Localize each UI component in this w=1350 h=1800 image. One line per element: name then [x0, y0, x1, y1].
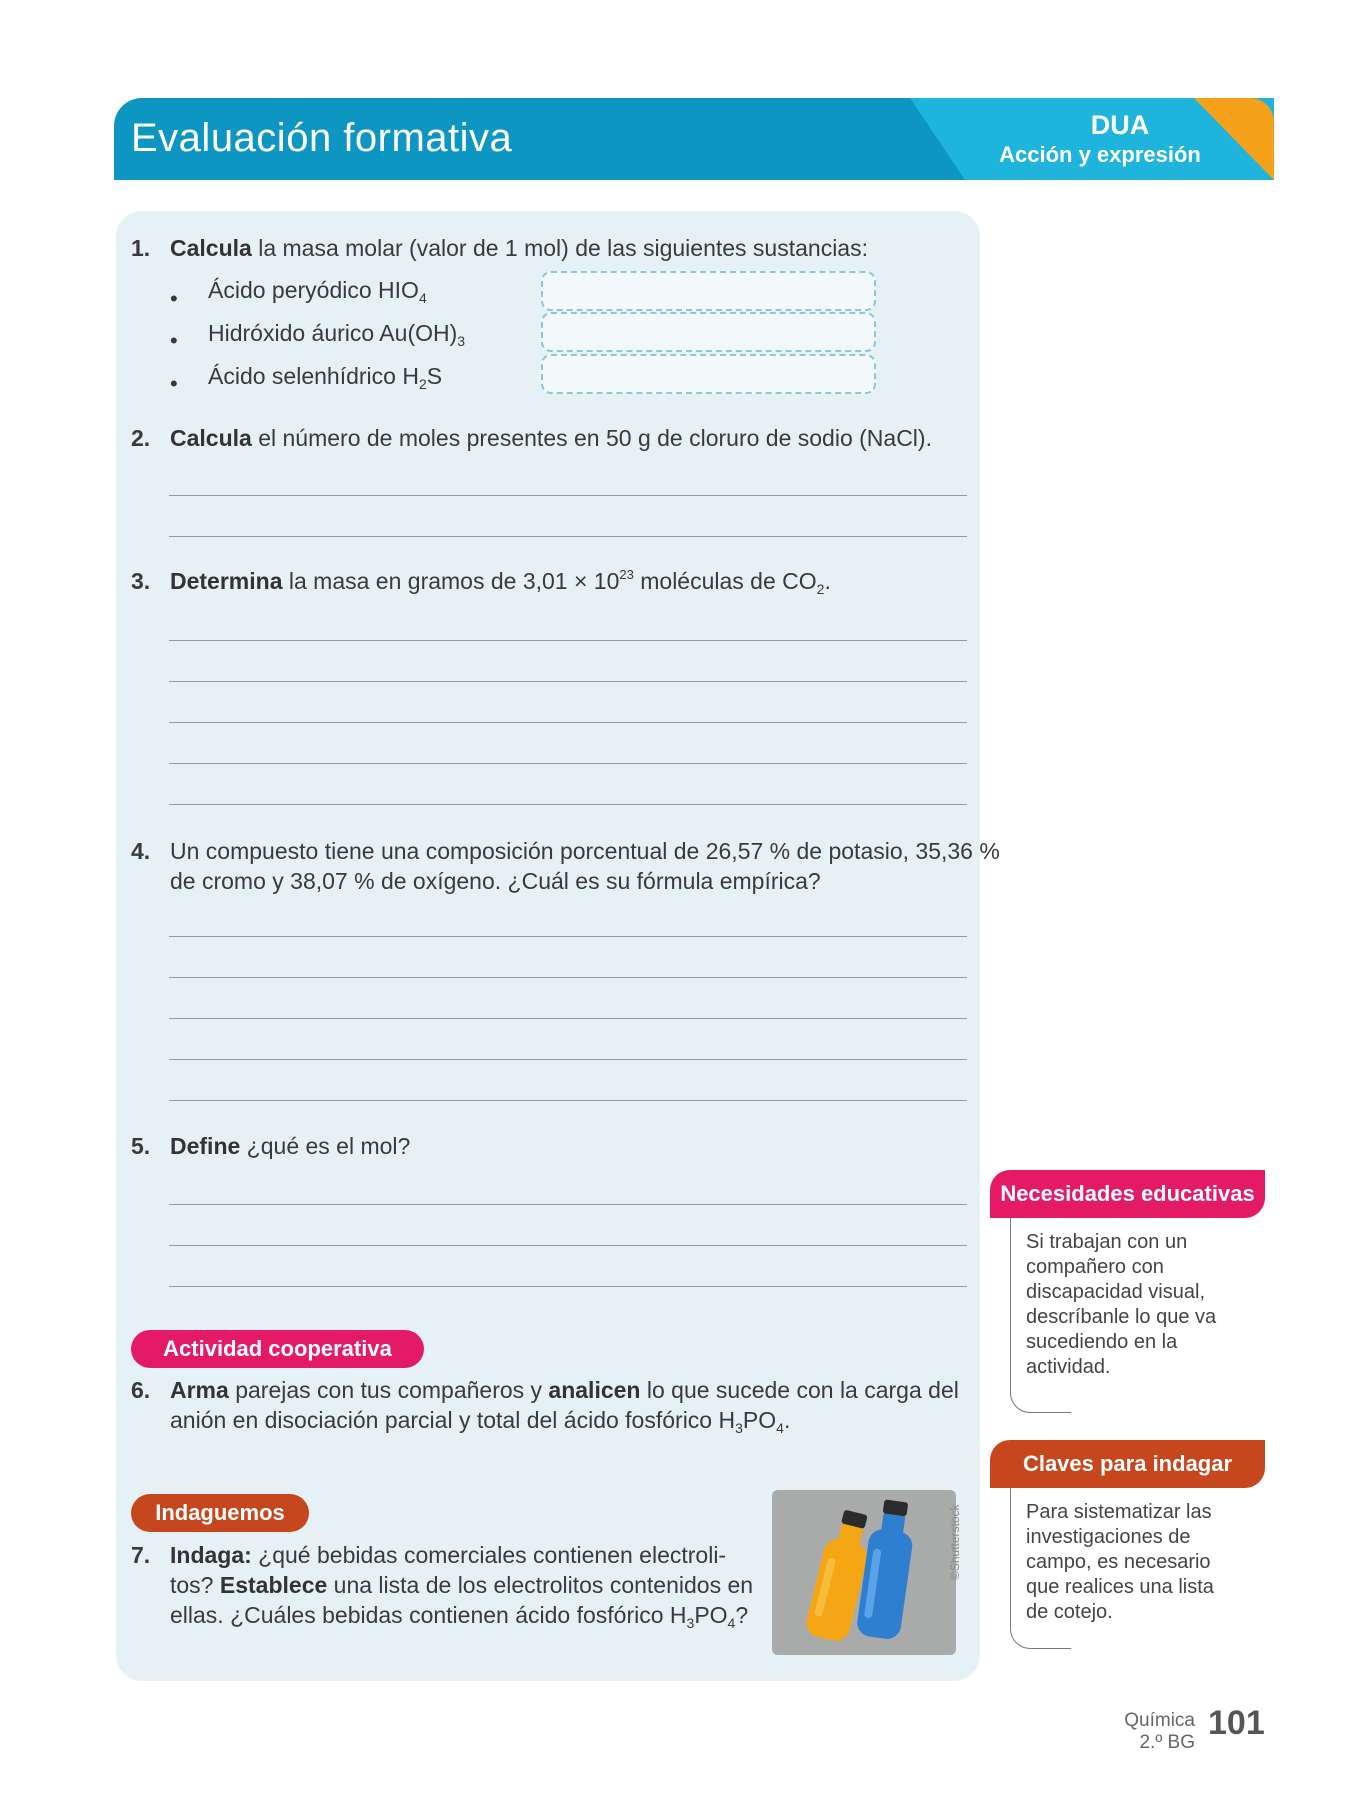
bullet: •	[170, 371, 178, 396]
answer-line[interactable]	[169, 1204, 967, 1205]
dua-title: DUA	[1090, 110, 1150, 140]
substance-item: Hidróxido áurico $Au(OH)_3$	[208, 320, 466, 349]
answer-line[interactable]	[169, 495, 967, 496]
answer-box-h2s[interactable]	[541, 354, 876, 394]
question-3-text: Determina la masa en gramos de $3,01 \times 10^{23}$ moléculas de $CO_2$.	[170, 567, 831, 597]
question-2-text: Calcula el número de moles presentes en 50 g de cloruro de sodio (NaCl).	[170, 425, 932, 451]
answer-line[interactable]	[169, 1059, 967, 1060]
bullet: •	[170, 286, 178, 311]
answer-line[interactable]	[169, 681, 967, 682]
answer-line[interactable]	[169, 1245, 967, 1246]
question-2-number: 2.	[131, 425, 151, 451]
answer-line[interactable]	[169, 1100, 967, 1101]
question-6-number: 6.	[131, 1377, 151, 1403]
answer-line[interactable]	[169, 722, 967, 723]
question-5-text: Define ¿qué es el mol?	[170, 1133, 411, 1159]
keys-box-title: Claves para indagar	[990, 1440, 1265, 1488]
substance-item: Ácido peryódico $HIO_4$	[208, 277, 427, 306]
footer-subject: Química	[1124, 1710, 1195, 1731]
keys-box-body: Para sistematizar las investigaciones de campo, es necesario que realices una lista de cotejo.	[1026, 1501, 1214, 1623]
question-6-line-1: Arma parejas con tus compañeros y analicen lo que sucede con la carga del	[170, 1377, 959, 1403]
indaguemos-tag: Indaguemos	[131, 1494, 309, 1532]
substance-item: Ácido selenhídrico $H_2S$	[208, 363, 443, 392]
footer-grade: 2.º BG	[1139, 1732, 1195, 1753]
answer-line[interactable]	[169, 804, 967, 805]
answer-line[interactable]	[169, 536, 967, 537]
answer-box-hio4[interactable]	[541, 271, 876, 311]
page-number: 101	[1208, 1704, 1265, 1742]
answer-line[interactable]	[169, 640, 967, 641]
answer-line[interactable]	[169, 1286, 967, 1287]
question-3-number: 3.	[131, 568, 151, 594]
question-7-line-2: tos? Establece una lista de los electrolitos contenidos en	[170, 1572, 754, 1598]
question-5-number: 5.	[131, 1133, 151, 1159]
question-6-line-2: anión en disociación parcial y total del ácido fosfórico $H_3PO_4$.	[170, 1407, 791, 1436]
answer-line[interactable]	[169, 1018, 967, 1019]
question-7-line-3: ellas. ¿Cuáles bebidas contienen ácido fosfórico $H_3PO_4$?	[170, 1602, 749, 1631]
photo-credit: ©Shutterstock	[948, 1504, 962, 1580]
question-7-line-1: Indaga: ¿qué bebidas comerciales contienen electroli-	[170, 1542, 727, 1568]
question-4-line-1: Un compuesto tiene una composición porcentual de 26,57 % de potasio, 35,36 %	[170, 838, 1000, 864]
question-4-line-2: de cromo y 38,07 % de oxígeno. ¿Cuál es su fórmula empírica?	[170, 868, 821, 894]
answer-line[interactable]	[169, 977, 967, 978]
answer-box-auoh3[interactable]	[541, 312, 876, 352]
question-1-text: Calcula la masa molar (valor de 1 mol) de las siguientes sustancias:	[170, 235, 868, 261]
needs-box-body: Si trabajan con un compañero con discapacidad visual, descríbanle lo que va sucediendo en la actividad.	[1026, 1231, 1217, 1378]
question-7-number: 7.	[131, 1542, 151, 1568]
question-1: 1.	[131, 235, 151, 261]
answer-line[interactable]	[169, 936, 967, 937]
cooperative-activity-tag: Actividad cooperativa	[131, 1330, 424, 1368]
dua-subtitle: Acción y expresión	[999, 142, 1201, 167]
needs-box-title: Necesidades educativas	[990, 1170, 1265, 1218]
page-title: Evaluación formativa	[131, 116, 513, 160]
question-4-number: 4.	[131, 838, 151, 864]
answer-line[interactable]	[169, 763, 967, 764]
bullet: •	[170, 328, 178, 353]
sports-drinks-photo	[772, 1490, 956, 1655]
